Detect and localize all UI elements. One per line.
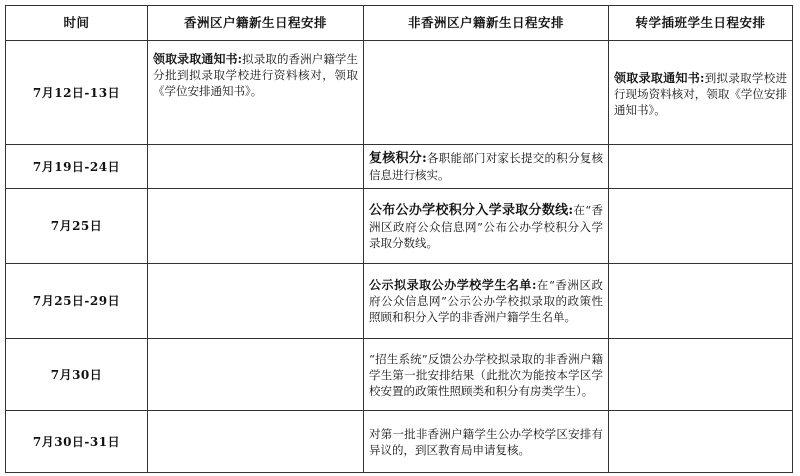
cell-text: 在“香洲区政府公众信息网”公示公办学校拟录取的政策性照顾和积分入学的非香洲户籍学生名单。 — [369, 278, 603, 324]
cell-lead: 公布公办学校积分入学录取分数线: — [369, 202, 574, 218]
cell-lead: 公示拟录取公办学校学生名单: — [369, 278, 537, 292]
xiangzhou-cell — [148, 339, 364, 411]
table-row — [6, 145, 793, 189]
xiangzhou-cell — [148, 264, 364, 339]
transfer-cell — [609, 411, 793, 473]
cell-lead: 领取录取通知书: — [614, 70, 705, 85]
row-date: 7月30日 — [6, 339, 148, 411]
transfer-cell — [609, 41, 793, 145]
cell-text: 各职能部门对家长提交的积分复核信息进行核实。 — [369, 151, 603, 182]
cell-lead: 复核积分: — [369, 151, 427, 166]
enrollment-schedule-table — [5, 5, 793, 473]
transfer-cell — [609, 145, 793, 189]
xiangzhou-cell — [148, 41, 364, 145]
table-row — [6, 339, 793, 411]
transfer-cell — [609, 339, 793, 411]
table-row — [6, 411, 793, 473]
non-xiangzhou-cell — [364, 189, 609, 264]
header-transfer: 转学插班学生日程安排 — [609, 6, 793, 41]
table-row — [6, 189, 793, 264]
cell-text: 到拟录取学校进行现场资料核对，领取《学位安排通知书》。 — [614, 70, 787, 117]
row-date: 7月19日-24日 — [6, 145, 148, 189]
cell-text: “招生系统”反馈公办学校拟录取的非香洲户籍学生第一批安排结果（此批次为能按本学区学校安置的政策性照顾类和积分有房类学生）。 — [369, 351, 603, 398]
row-date: 7月12日-13日 — [6, 41, 148, 145]
non-xiangzhou-cell — [364, 41, 609, 145]
xiangzhou-cell — [148, 145, 364, 189]
row-date: 7月25日-29日 — [6, 264, 148, 339]
cell-text: 在“香洲区政府公众信息网”公布公办学校积分入学录取分数线。 — [369, 202, 603, 250]
header-non-xiangzhou: 非香洲区户籍新生日程安排 — [364, 6, 609, 41]
non-xiangzhou-cell — [364, 264, 609, 339]
row-date: 7月25日 — [6, 189, 148, 264]
cell-text: 对第一批非香洲户籍学生公办学校学区安排有异议的，到区教育局申请复核。 — [369, 426, 603, 457]
row-date: 7月30日-31日 — [6, 411, 148, 473]
xiangzhou-cell — [148, 189, 364, 264]
header-xiangzhou: 香洲区户籍新生日程安排 — [148, 6, 364, 41]
cell-text: 拟录取的香洲户籍学生分批到拟录取学校进行资料核对，领取《学位安排通知书》。 — [153, 52, 358, 98]
transfer-cell — [609, 264, 793, 339]
transfer-cell — [609, 189, 793, 264]
non-xiangzhou-cell — [364, 145, 609, 189]
table-header-row — [6, 6, 793, 41]
xiangzhou-cell — [148, 411, 364, 473]
header-time: 时间 — [6, 6, 148, 41]
table-row — [6, 264, 793, 339]
non-xiangzhou-cell — [364, 339, 609, 411]
table-row — [6, 41, 793, 145]
cell-lead: 领取录取通知书: — [153, 52, 243, 66]
non-xiangzhou-cell — [364, 411, 609, 473]
